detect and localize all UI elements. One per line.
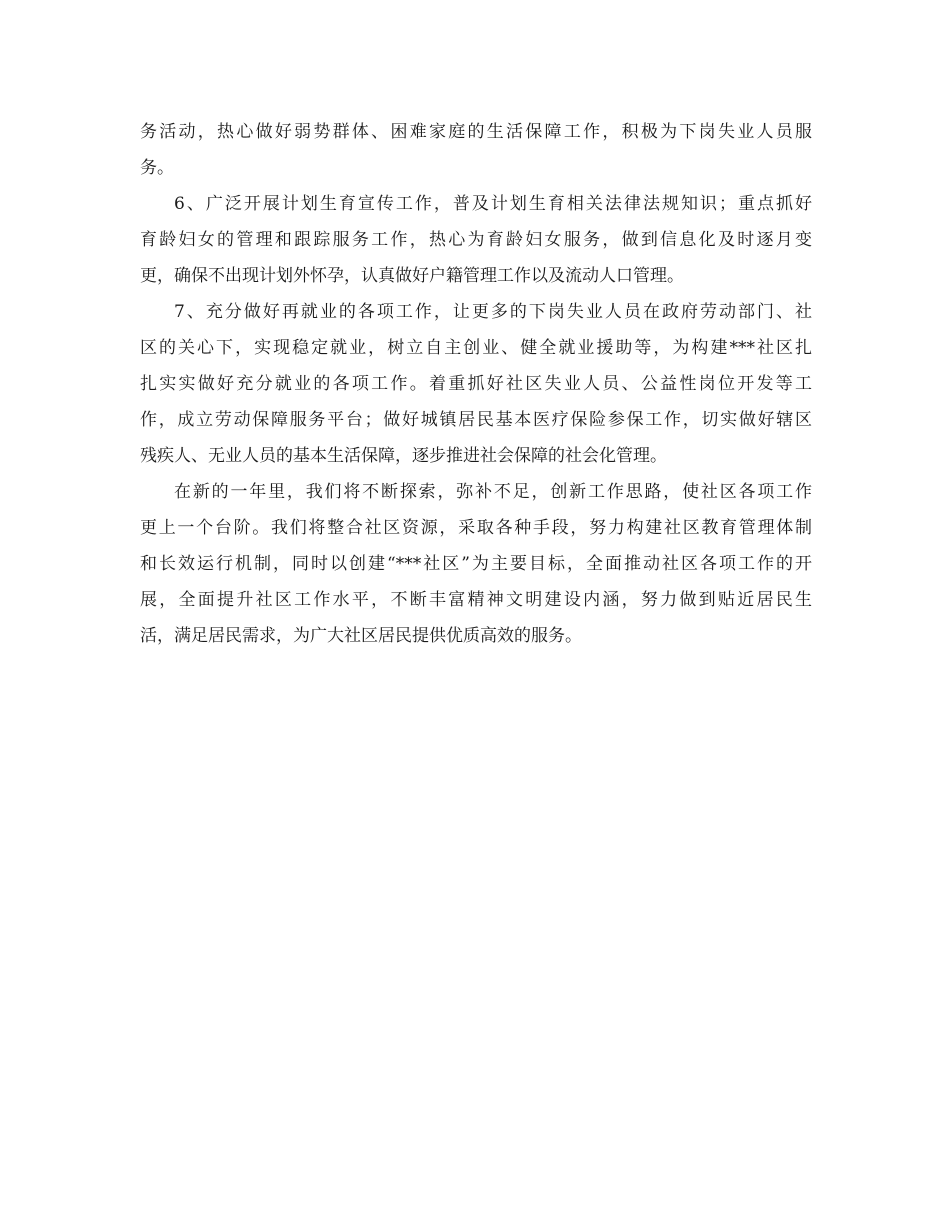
paragraph-4-line-5: 活，满足居民需求，为广大社区居民提供优质高效的服务。 <box>140 626 582 646</box>
paragraph-4-line-4: 展，全面提升社区工作水平，不断丰富精神文明建设内涵，努力做到贴近居民生 <box>140 590 812 610</box>
paragraph-4-line-1: 在新的一年里，我们将不断探索，弥补不足，创新工作思路，使社区各项工作 <box>174 482 812 502</box>
paragraph-1-line-2: 务。 <box>140 158 174 178</box>
paragraph-2-line-1: 6、广泛开展计划生育宣传工作，普及计划生育相关法律法规知识；重点抓好 <box>174 194 812 214</box>
document-body <box>140 114 812 654</box>
paragraph-3-line-2: 区的关心下，实现稳定就业，树立自主创业、健全就业援助等，为构建***社区扎 <box>140 338 812 358</box>
paragraph-3-line-5: 残疾人、无业人员的基本生活保障，逐步推进社会保障的社会化管理。 <box>140 446 667 466</box>
paragraph-1-line-1: 务活动，热心做好弱势群体、困难家庭的生活保障工作，积极为下岗失业人员服 <box>140 122 812 142</box>
paragraph-3-line-3: 扎实实做好充分就业的各项工作。着重抓好社区失业人员、公益性岗位开发等工 <box>140 374 812 394</box>
paragraph-4-line-2: 更上一个台阶。我们将整合社区资源，采取各种手段，努力构建社区教育管理体制 <box>140 518 812 538</box>
paragraph-2-line-2: 育龄妇女的管理和跟踪服务工作，热心为育龄妇女服务，做到信息化及时逐月变 <box>140 230 812 250</box>
paragraph-3-line-4: 作，成立劳动保障服务平台；做好城镇居民基本医疗保险参保工作，切实做好辖区 <box>140 410 812 430</box>
paragraph-4-line-3: 和长效运行机制，同时以创建“***社区”为主要目标，全面推动社区各项工作的开 <box>140 554 812 574</box>
paragraph-3-line-1: 7、充分做好再就业的各项工作，让更多的下岗失业人员在政府劳动部门、社 <box>174 302 812 322</box>
paragraph-2-line-3: 更，确保不出现计划外怀孕，认真做好户籍管理工作以及流动人口管理。 <box>140 266 684 286</box>
